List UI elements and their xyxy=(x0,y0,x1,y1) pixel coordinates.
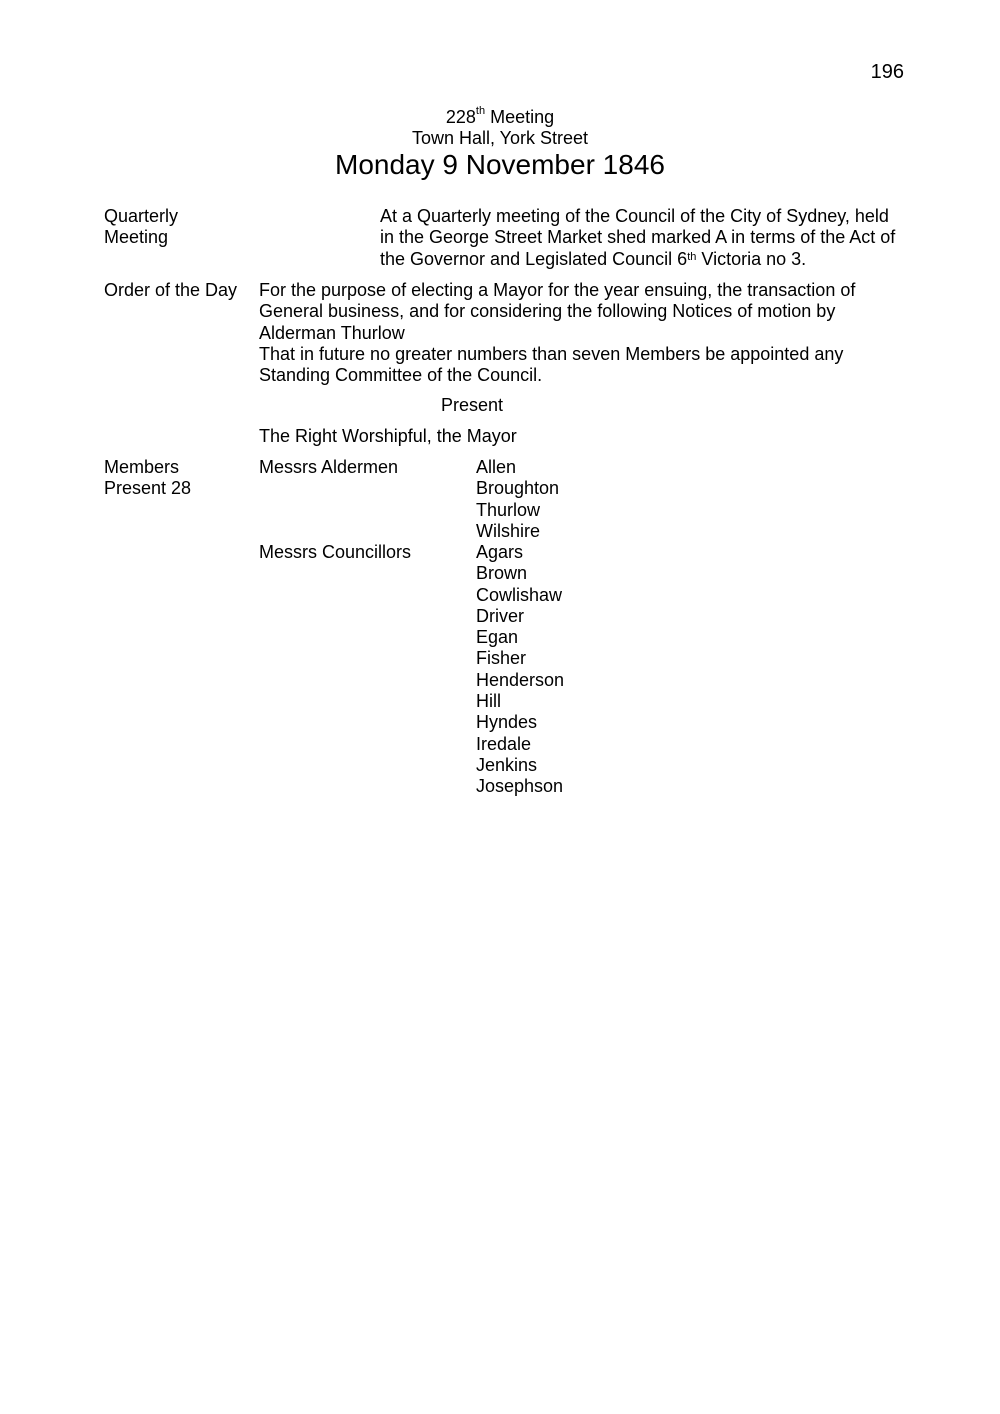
quarterly-label xyxy=(104,206,178,249)
meeting-date: Monday 9 November 1846 xyxy=(335,149,665,180)
meeting-number xyxy=(0,107,1000,128)
members-label-line: Present 28 xyxy=(104,478,192,499)
members-label-line: Members xyxy=(104,457,180,477)
order-line: General business, and for considering the following Notices of motion by xyxy=(259,301,836,322)
order-line: For the purpose of electing a Mayor for the year ensuing, the transaction of xyxy=(259,280,856,300)
present-heading: Present xyxy=(440,395,504,415)
councillor-name: Hyndes xyxy=(476,712,538,733)
quarterly-text-part: Victoria no 3. xyxy=(696,248,807,269)
meeting-ordinal: 228 xyxy=(445,107,476,127)
alderman-name: Wilshire xyxy=(476,520,541,541)
meeting-venue: Town Hall, York Street xyxy=(411,128,589,148)
aldermen-label: Messrs Aldermen xyxy=(259,457,399,477)
order-of-day-text xyxy=(259,280,855,386)
quarterly-text-part: the Governor and Legislated Council 6 xyxy=(380,248,688,269)
councillor-name: Fisher xyxy=(476,648,527,669)
quarterly-text xyxy=(380,206,895,270)
mayor-line: The Right Worshipful, the Mayor xyxy=(259,426,517,446)
order-line: Alderman Thurlow xyxy=(259,322,405,343)
quarterly-text-line xyxy=(380,249,895,270)
councillor-name: Cowlishaw xyxy=(476,584,563,605)
councillors-label: Messrs Councillors xyxy=(259,542,412,562)
meeting-word: Meeting xyxy=(485,107,555,127)
councillor-name: Josephson xyxy=(476,776,564,797)
quarterly-text-line: in the George Street Market shed marked A in terms of the Act of xyxy=(380,227,896,248)
alderman-name: Allen xyxy=(476,457,517,477)
councillor-name: Jenkins xyxy=(476,754,538,775)
order-line: Standing Committee of the Council. xyxy=(259,365,543,386)
quarterly-label-line: Meeting xyxy=(104,227,169,248)
members-label xyxy=(104,457,191,500)
councillor-name: Egan xyxy=(476,627,519,648)
councillor-name: Driver xyxy=(476,605,524,626)
quarterly-label-line: Quarterly xyxy=(104,206,179,226)
meeting-ordinal-suffix: th xyxy=(475,105,486,117)
councillors-list xyxy=(476,542,564,798)
councillor-name: Hill xyxy=(476,691,501,712)
alderman-name: Broughton xyxy=(476,478,560,499)
order-line: That in future no greater numbers than seven Members be appointed any xyxy=(259,343,844,364)
quarterly-text-sup: th xyxy=(687,250,697,263)
quarterly-text-line: At a Quarterly meeting of the Council of the City of Sydney, held xyxy=(380,206,889,226)
councillor-name: Brown xyxy=(476,563,528,584)
councillor-name: Henderson xyxy=(476,669,565,690)
order-of-day-label: Order of the Day xyxy=(104,280,238,300)
page-number: 196 xyxy=(870,61,904,83)
councillor-name: Agars xyxy=(476,542,524,562)
aldermen-list xyxy=(476,457,559,542)
councillor-name: Iredale xyxy=(476,733,532,754)
alderman-name: Thurlow xyxy=(476,499,541,520)
